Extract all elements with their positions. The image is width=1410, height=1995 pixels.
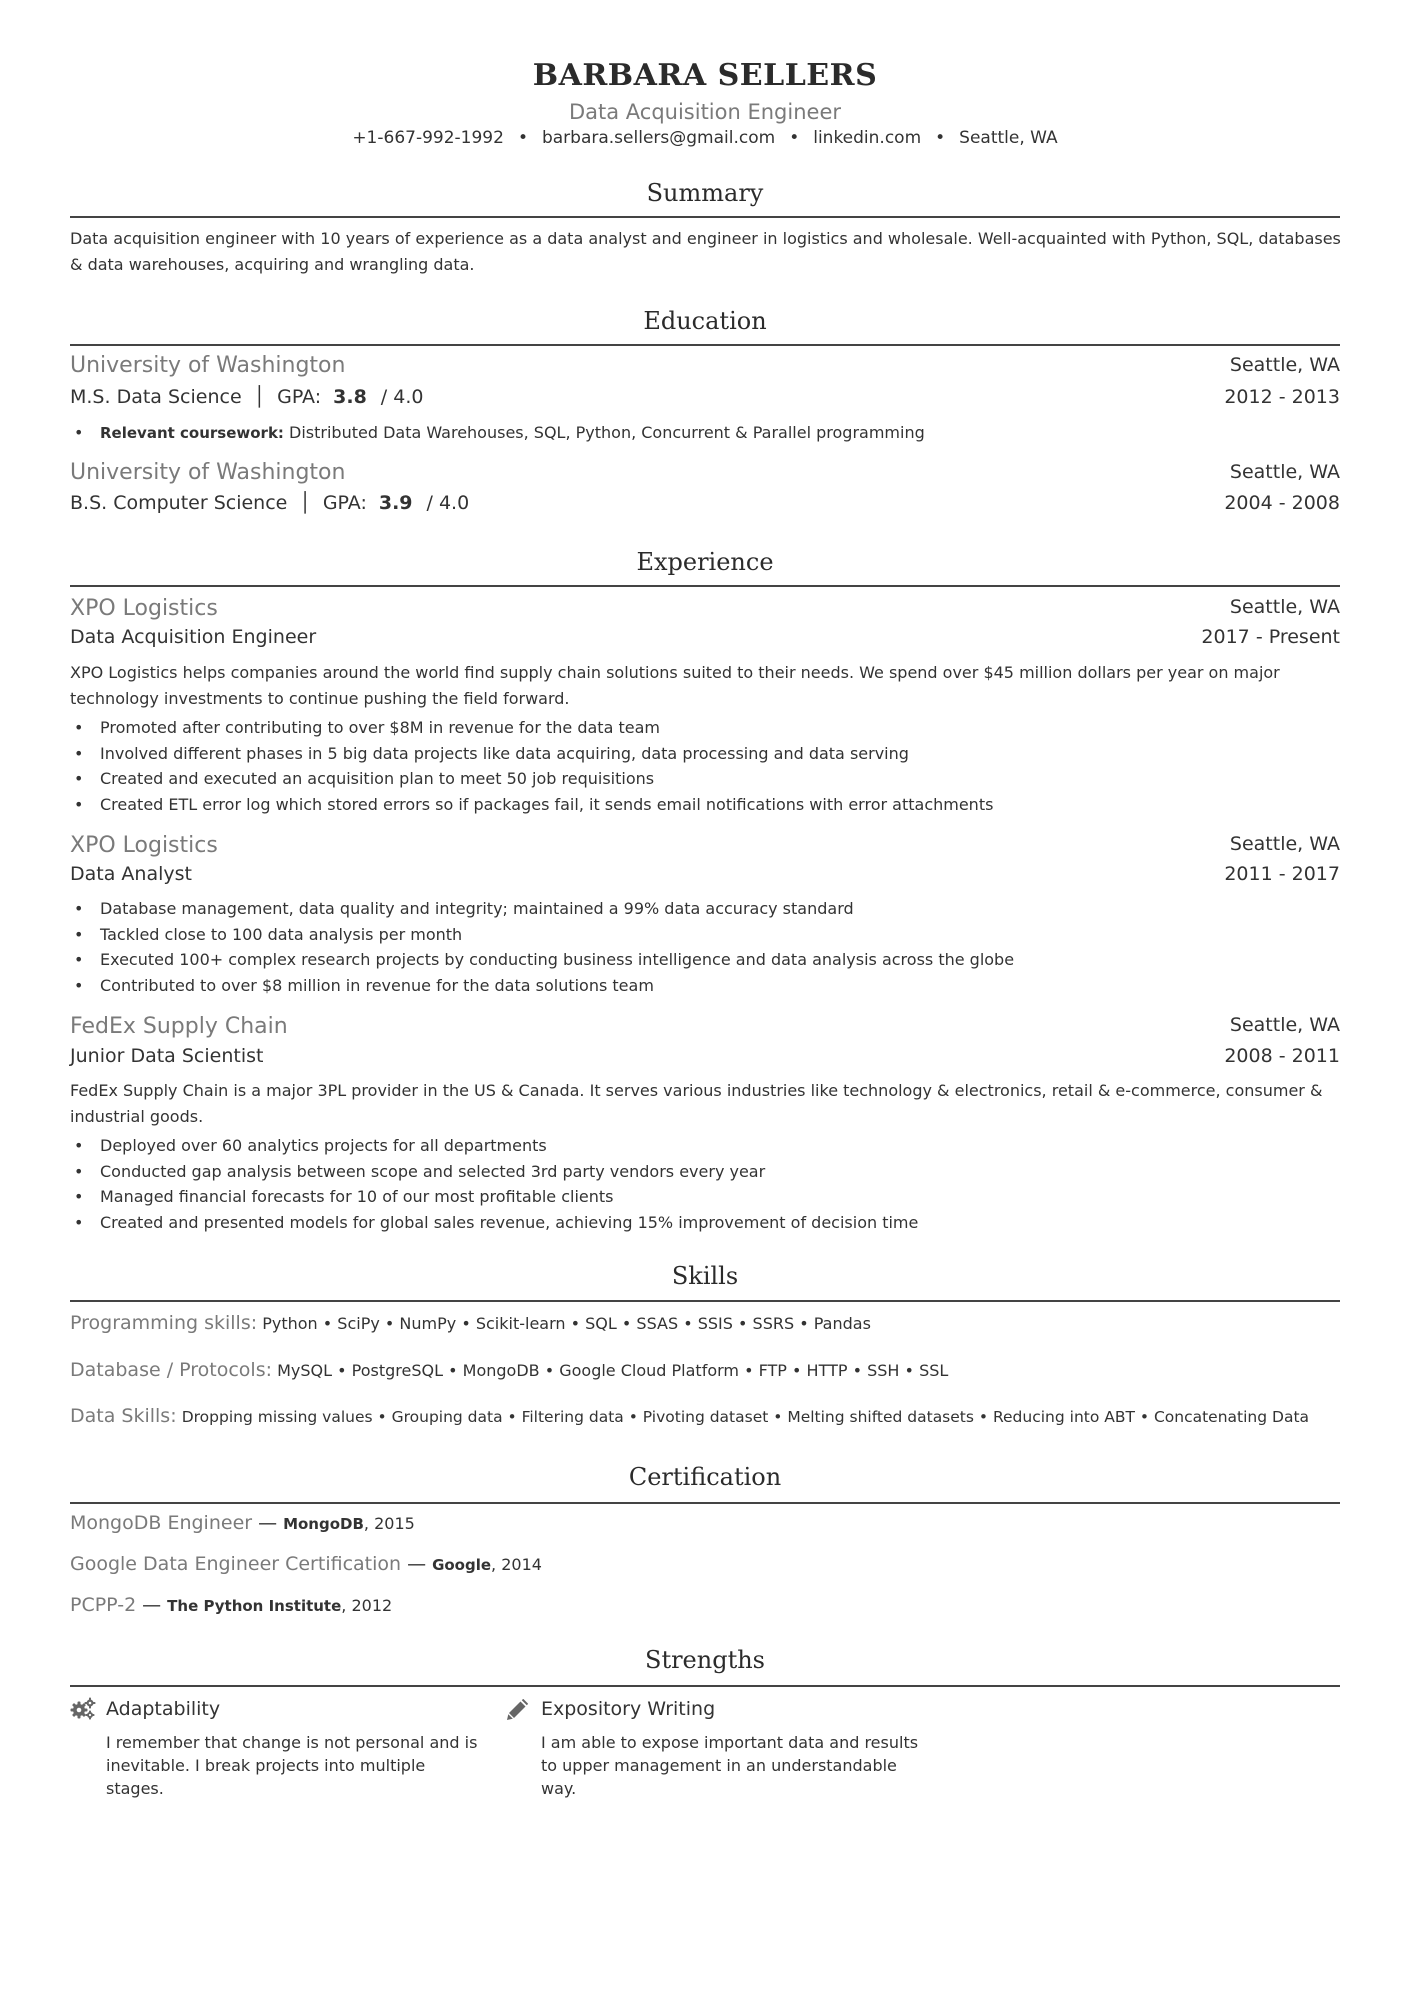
gpa-label: GPA: [277, 386, 322, 408]
cert-name: PCPP-2 [70, 1594, 137, 1616]
certification-heading: Certification [628, 1463, 782, 1491]
skill-label: Database / Protocols: [70, 1359, 273, 1381]
education-dates: 2004 - 2008 [1224, 492, 1340, 514]
skill-group [70, 1312, 871, 1334]
degree-separator: │ [299, 492, 311, 514]
job-dates: 2017 - Present [1201, 626, 1340, 648]
list-item: • Involved different phases in 5 big data projects like data acquiring, data processing and data serving [70, 741, 1340, 767]
strength-description: I am able to expose important data and results to upper management in an understandable way. [541, 1733, 919, 1798]
education-degree: M.S. Data Science [70, 386, 242, 408]
contact-line [0, 128, 1410, 148]
gpa-value: 3.9 [378, 492, 413, 514]
section-divider [70, 1685, 1340, 1687]
job-company: XPO Logistics [70, 596, 218, 621]
summary-text: Data acquisition engineer with 10 years of experience as a data analyst and engineer in logistics and wholesale. Well-acquainted with Python, SQL, databases & data warehouses, acquiring and wrangling data. [70, 229, 1341, 274]
section-divider [70, 585, 1340, 587]
degree-separator: │ [253, 386, 266, 408]
cert-issuer: MongoDB [283, 1515, 364, 1533]
certification-item [70, 1594, 392, 1616]
linkedin-link[interactable]: linkedin.com [813, 128, 922, 148]
job-dates: 2011 - 2017 [1224, 863, 1340, 885]
strengths-heading: Strengths [645, 1646, 765, 1674]
certification-item [70, 1553, 542, 1575]
job-location: Seattle, WA [1229, 1014, 1340, 1036]
list-item: • Contributed to over $8 million in revenue for the data solutions team [70, 973, 1340, 999]
job-bullets [70, 1133, 1340, 1235]
list-item: • Tackled close to 100 data analysis per month [70, 922, 1340, 948]
strength-description: I remember that change is not personal and is inevitable. I break projects into multiple stages. [106, 1733, 478, 1798]
coursework-label: Relevant coursework: [100, 424, 284, 442]
list-item: • Executed 100+ complex research projects by conducting business intelligence and data analysis across the globe [70, 947, 1340, 973]
list-item: • Created and executed an acquisition plan to meet 50 job requisitions [70, 766, 1340, 792]
gpa-label: GPA: [322, 492, 367, 514]
list-item: • Created and presented models for global sales revenue, achieving 15% improvement of decision time [70, 1210, 1340, 1236]
list-item: • Deployed over 60 analytics projects for all departments [70, 1133, 1340, 1159]
contact-separator: • [789, 128, 800, 148]
coursework-list [70, 420, 1340, 447]
cert-issuer: The Python Institute [167, 1597, 342, 1615]
experience-heading: Experience [636, 548, 774, 576]
skill-group [70, 1359, 948, 1381]
job-bullets [70, 896, 1340, 998]
job-description: XPO Logistics helps companies around the world find supply chain solutions suited to their needs. We spend over $45 million dollars per year on major technology investments to continue pushing the field forward. [70, 663, 1280, 708]
pencil-icon [506, 1699, 528, 1725]
education-school: University of Washington [70, 460, 346, 485]
contact-separator: • [517, 128, 528, 148]
skill-values: Python • SciPy • NumPy • Scikit-learn • SQL • SSAS • SSIS • SSRS • Pandas [262, 1314, 871, 1333]
contact-separator: • [935, 128, 946, 148]
job-bullets [70, 715, 1340, 817]
strength-title: Adaptability [106, 1698, 221, 1720]
candidate-name: BARBARA SELLERS [532, 58, 878, 93]
gpa-max: / 4.0 [380, 386, 424, 408]
education-location: Seattle, WA [1229, 354, 1340, 376]
list-item: • Database management, data quality and integrity; maintained a 99% data accuracy standard [70, 896, 1340, 922]
section-divider [70, 1300, 1340, 1302]
skill-values: MySQL • PostgreSQL • MongoDB • Google Cloud Platform • FTP • HTTP • SSH • SSL [277, 1361, 949, 1380]
email-link[interactable]: barbara.sellers@gmail.com [541, 128, 776, 148]
job-description: FedEx Supply Chain is a major 3PL provider in the US & Canada. It serves various industries like technology & electronics, retail & e-commerce, consumer & industrial goods. [70, 1081, 1323, 1126]
education-location: Seattle, WA [1229, 461, 1340, 483]
education-school: University of Washington [70, 353, 346, 378]
strength-title: Expository Writing [541, 1698, 716, 1720]
skill-label: Programming skills: [70, 1312, 258, 1334]
job-dates: 2008 - 2011 [1224, 1045, 1340, 1067]
candidate-title: Data Acquisition Engineer [568, 100, 842, 124]
cert-name: Google Data Engineer Certification [70, 1553, 402, 1575]
list-item: • Created ETL error log which stored errors so if packages fail, it sends email notifications with error attachments [70, 792, 1340, 818]
job-company: XPO Logistics [70, 833, 218, 858]
cert-year: , 2012 [341, 1596, 393, 1615]
cert-year: , 2014 [491, 1555, 542, 1574]
cert-dash: — [407, 1553, 427, 1575]
job-role: Data Analyst [70, 863, 192, 885]
gears-icon [70, 1697, 96, 1725]
education-degree: B.S. Computer Science [70, 492, 288, 514]
cert-year: , 2015 [363, 1514, 415, 1533]
cert-dash: — [258, 1512, 278, 1534]
education-degree-line [70, 492, 469, 514]
section-divider [70, 344, 1340, 346]
job-role: Junior Data Scientist [70, 1045, 264, 1067]
cert-name: MongoDB Engineer [70, 1512, 253, 1534]
skill-values: Dropping missing values • Grouping data • Filtering data • Pivoting dataset • Melting shifted datasets • Reducing into ABT • Concatenating Data [181, 1408, 1310, 1426]
section-divider [70, 216, 1340, 218]
gpa-value: 3.8 [333, 386, 367, 408]
skills-heading: Skills [671, 1262, 739, 1290]
job-location: Seattle, WA [1229, 833, 1340, 855]
list-item [70, 420, 1340, 447]
list-item: • Conducted gap analysis between scope and selected 3rd party vendors every year [70, 1159, 1340, 1185]
location: Seattle, WA [959, 128, 1058, 148]
list-item: • Promoted after contributing to over $8M in revenue for the data team [70, 715, 1340, 741]
gpa-max: / 4.0 [426, 492, 470, 514]
coursework-text: Distributed Data Warehouses, SQL, Python, Concurrent & Parallel programming [289, 423, 925, 442]
job-location: Seattle, WA [1229, 596, 1340, 618]
job-company: FedEx Supply Chain [70, 1014, 288, 1039]
summary-heading: Summary [646, 179, 764, 207]
phone: +1-667-992-1992 [352, 128, 504, 148]
education-heading: Education [643, 307, 767, 335]
section-divider [70, 1502, 1340, 1504]
skill-label: Data Skills: [70, 1405, 177, 1427]
job-role: Data Acquisition Engineer [70, 626, 317, 648]
list-item: • Managed financial forecasts for 10 of our most profitable clients [70, 1184, 1340, 1210]
education-degree-line [70, 386, 423, 408]
cert-dash: — [142, 1594, 162, 1616]
cert-issuer: Google [432, 1556, 492, 1574]
education-dates: 2012 - 2013 [1224, 386, 1340, 408]
certification-item [70, 1512, 415, 1534]
skill-group [70, 1405, 1309, 1427]
